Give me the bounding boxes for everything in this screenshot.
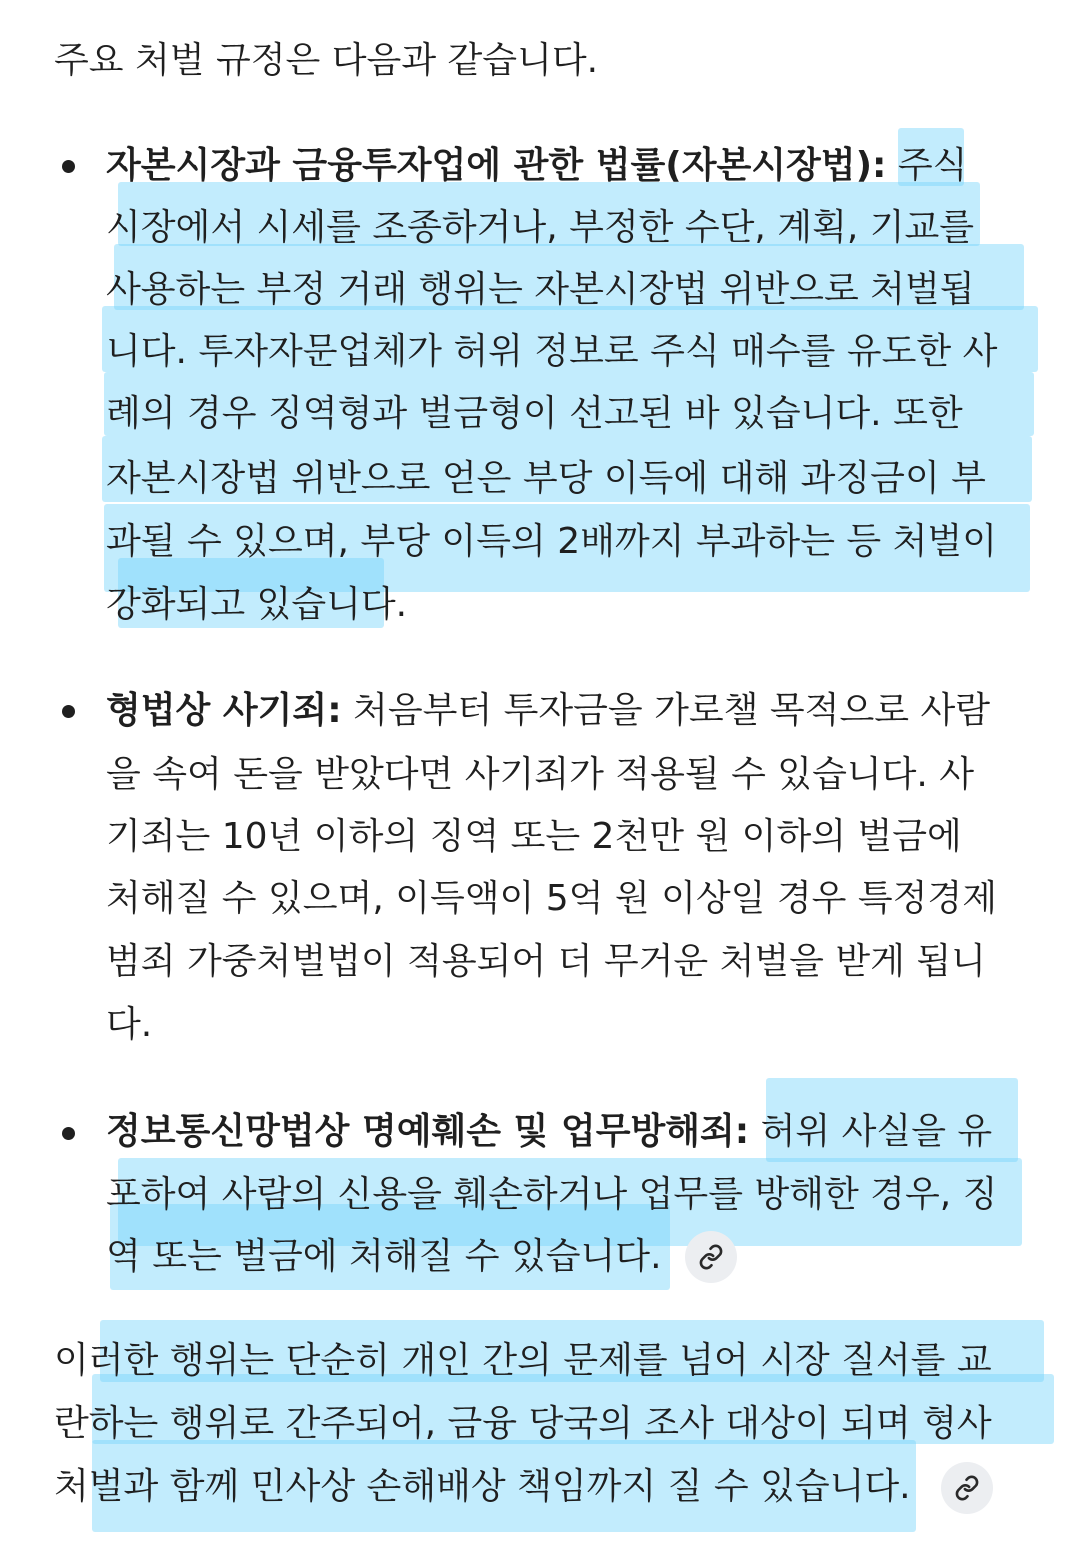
list-item [106, 680, 990, 742]
item-text: 사용하는 부정 거래 행위는 자본시장법 위반으로 처벌됩 [106, 269, 975, 310]
bullet-dot [62, 160, 75, 173]
item-title: 정보통신망법상 명예훼손 및 업무방해죄: [106, 1111, 750, 1152]
item-text: 주식 [886, 145, 968, 186]
item-text: 기죄는 10년 이하의 징역 또는 2천만 원 이하의 벌금에 [106, 816, 962, 857]
item-text: 범죄 가중처벌법이 적용되어 더 무거운 처벌을 받게 됩니 [106, 941, 986, 982]
item-text: 다. [106, 1004, 153, 1045]
item-text: 과될 수 있으며, 부당 이득의 2배까지 부과하는 등 처벌이 [106, 521, 997, 562]
item-text: 강화되고 있습니다. [106, 584, 408, 625]
item-text: 역 또는 벌금에 처해질 수 있습니다. [106, 1236, 662, 1277]
bullet-dot [62, 1127, 75, 1140]
item-text: 니다. 투자자문업체가 허위 정보로 주식 매수를 유도한 사 [106, 331, 998, 372]
item-title: 자본시장과 금융투자업에 관한 법률(자본시장법): [106, 145, 887, 186]
link-icon [698, 1244, 724, 1270]
item-text: 포하여 사람의 신용을 훼손하거나 업무를 방해한 경우, 징 [106, 1174, 998, 1215]
item-text: 처음부터 투자금을 가로챌 목적으로 사람 [341, 690, 991, 731]
conclusion-paragraph: 란하는 행위로 간주되어, 금융 당국의 조사 대상이 되며 형사 [54, 1403, 992, 1444]
intro-paragraph: 주요 처벌 규정은 다음과 같습니다. [54, 40, 599, 81]
bullet-dot [62, 705, 75, 718]
list-item [106, 135, 967, 197]
citation-button[interactable] [941, 1462, 993, 1514]
item-text: 자본시장법 위반으로 얻은 부당 이득에 대해 과징금이 부 [106, 458, 986, 499]
item-text: 을 속여 돈을 받았다면 사기죄가 적용될 수 있습니다. 사 [106, 754, 975, 795]
link-icon [954, 1475, 980, 1501]
item-text: 례의 경우 징역형과 벌금형이 선고된 바 있습니다. 또한 [106, 393, 963, 434]
item-text: 허위 사실을 유 [749, 1111, 993, 1152]
conclusion-paragraph: 처벌과 함께 민사상 손해배상 책임까지 질 수 있습니다. [54, 1466, 911, 1507]
item-text: 처해질 수 있으며, 이득액이 5억 원 이상일 경우 특정경제 [106, 878, 997, 919]
item-text: 시장에서 시세를 조종하거나, 부정한 수단, 계획, 기교를 [106, 207, 975, 248]
item-title: 형법상 사기죄: [106, 690, 342, 731]
citation-button[interactable] [685, 1231, 737, 1283]
conclusion-paragraph: 이러한 행위는 단순히 개인 간의 문제를 넘어 시장 질서를 교 [54, 1340, 992, 1381]
list-item [106, 1101, 992, 1163]
